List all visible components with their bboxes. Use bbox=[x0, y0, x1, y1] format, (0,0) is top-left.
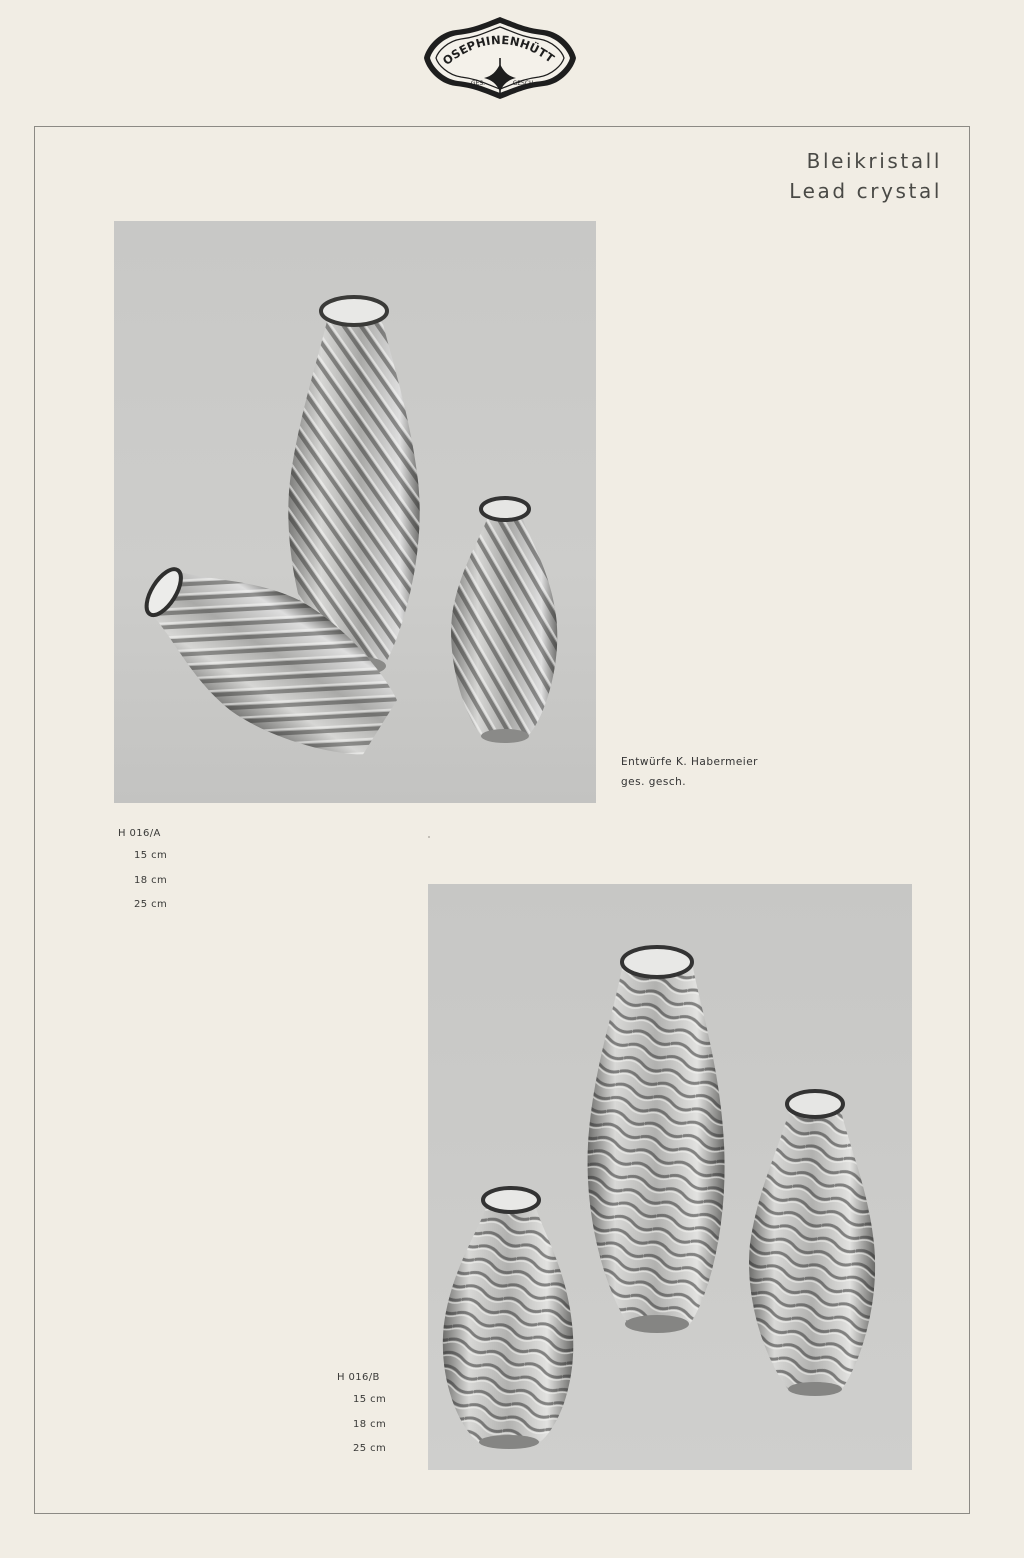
product-spec-h016b bbox=[337, 1368, 386, 1462]
product-code: H 016/A bbox=[118, 828, 161, 839]
product-size: 18 cm bbox=[353, 1418, 387, 1430]
logo-right-mark: GESCH. bbox=[512, 80, 536, 87]
product-size: 18 cm bbox=[134, 874, 168, 886]
product-size: 15 cm bbox=[353, 1394, 387, 1405]
product-spec-h016a bbox=[118, 824, 167, 918]
product-photo-h016a bbox=[114, 221, 596, 803]
logo-emblem-icon bbox=[422, 14, 578, 102]
product-size: 25 cm bbox=[134, 899, 168, 910]
credit-protection: ges. gesch. bbox=[621, 776, 687, 788]
page-heading bbox=[789, 146, 942, 206]
logo-brand-text: OSEPHINENHÜTT bbox=[439, 32, 558, 68]
product-size: 25 cm bbox=[353, 1443, 387, 1454]
credit-designer: Entwürfe K. Habermeier bbox=[621, 756, 758, 768]
paper-speck bbox=[428, 836, 430, 838]
heading-german: Bleikristall bbox=[806, 149, 942, 173]
logo-left-mark: GES. bbox=[470, 80, 486, 87]
product-size: 15 cm bbox=[134, 850, 168, 861]
heading-english: Lead crystal bbox=[789, 179, 942, 203]
product-photo-h016b bbox=[428, 884, 912, 1470]
brand-logo bbox=[422, 14, 578, 102]
design-credit bbox=[621, 752, 758, 792]
product-code: H 016/B bbox=[337, 1372, 380, 1383]
